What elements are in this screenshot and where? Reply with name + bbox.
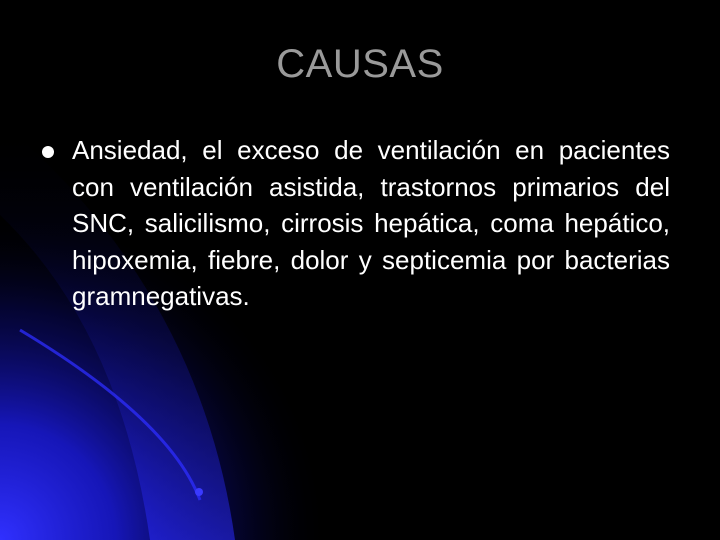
bullet-item (38, 132, 670, 315)
bullet-list (38, 132, 670, 315)
slide-title: CAUSAS (276, 42, 444, 86)
decorative-dot (195, 488, 203, 496)
bullet-dot-icon (42, 146, 54, 158)
bullet-text: Ansiedad, el exceso de ventilación en pacientes con ventilación asistida, trastornos primarios del SNC, salicilismo, cirrosis hepática, coma hepático, hipoxemia, fiebre, dolor y septicemia por bacterias gramnegativas. (72, 135, 670, 311)
